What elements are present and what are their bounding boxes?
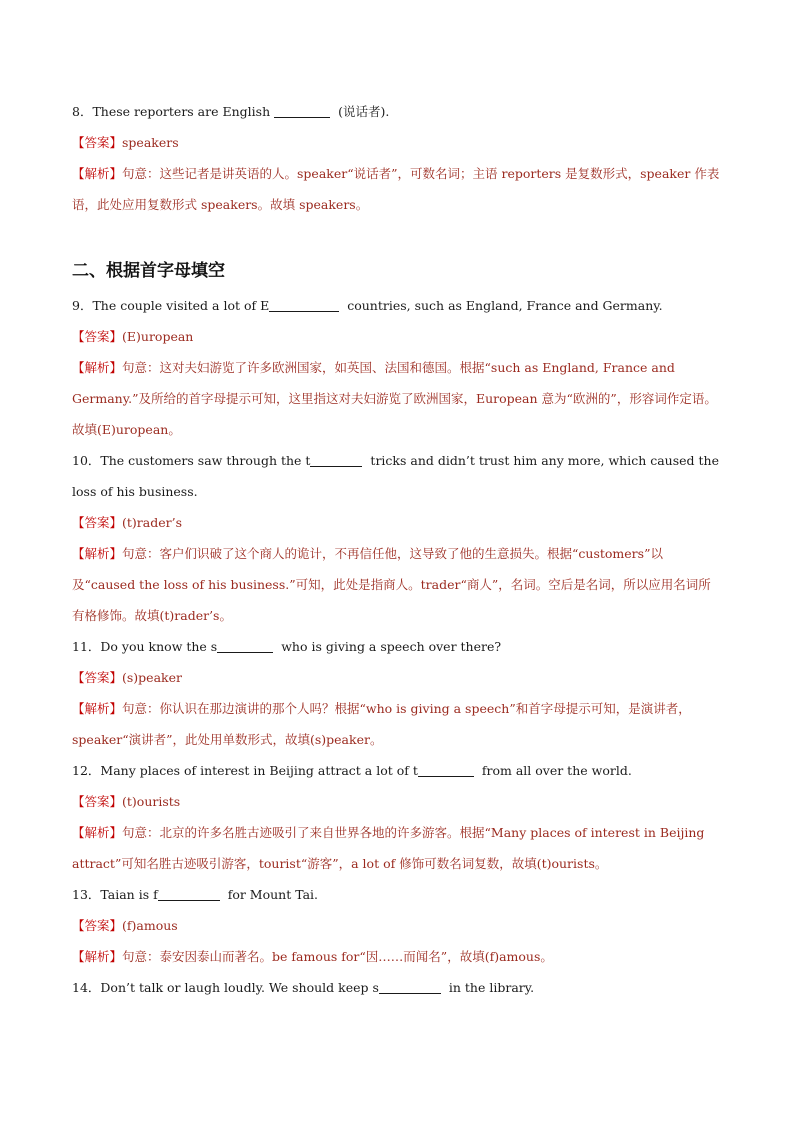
- section-heading: 二、根据首字母填空: [72, 261, 225, 281]
- question-text-before: These reporters are English: [92, 104, 275, 119]
- answer-blank: [310, 452, 362, 467]
- analysis-text: 句意：你认识在那边演讲的那个人吗？根据“who is giving a speech”和首字母提示可知，是演讲者，speaker“演讲者”，此处用单数形式，故填(s)peaker。: [72, 701, 691, 747]
- question-text-after: in the library.: [444, 980, 535, 995]
- analysis-11: [72, 693, 722, 755]
- question-number: 12．: [72, 763, 101, 778]
- question-text-after: (说话者).: [334, 104, 390, 119]
- analysis-text: 句意：客户们识破了这个商人的诡计，不再信任他，这导致了他的生意损失。根据“customers”以及“caused the loss of his business.”可知，此处是指商人。trader“商人”，名词。空后是名词，所以应用名词所有格修饰。故填(t)rader’s。: [72, 546, 711, 623]
- answer-value: (E)uropean: [122, 329, 194, 344]
- question-text-before: Don’t talk or laugh loudly. We should keep s: [100, 980, 379, 995]
- analysis-label: 【解析】: [72, 701, 123, 716]
- analysis-text: 句意：这对夫妇游览了许多欧洲国家，如英国、法国和德国。根据“such as England, France and Germany.”及所给的首字母提示可知，这里指这对夫妇游览了欧洲国家，European 意为“欧洲的”，形容词作定语。故填(E)uropean。: [72, 360, 717, 437]
- answer-label: 【答案】: [72, 515, 123, 530]
- question-text-after: who is giving a speech over there?: [277, 639, 502, 654]
- answer-label: 【答案】: [72, 918, 123, 933]
- answer-label: 【答案】: [72, 329, 123, 344]
- analysis-10: [72, 538, 722, 631]
- question-13: [72, 879, 722, 910]
- answer-value: (t)rader’s: [122, 515, 182, 530]
- analysis-label: 【解析】: [72, 825, 123, 840]
- question-number: 9．: [72, 298, 93, 313]
- answer-12: [72, 786, 722, 817]
- answer-blank: [269, 297, 339, 312]
- answer-label: 【答案】: [72, 670, 123, 685]
- answer-value: (t)ourists: [122, 794, 181, 809]
- analysis-9: [72, 352, 722, 445]
- answer-label: 【答案】: [72, 135, 123, 150]
- question-9: [72, 290, 722, 321]
- question-14: [72, 972, 722, 1003]
- answer-10: [72, 507, 722, 538]
- answer-blank: [217, 638, 273, 653]
- answer-label: 【答案】: [72, 794, 123, 809]
- question-11: [72, 631, 722, 662]
- analysis-8: [72, 158, 722, 220]
- answer-blank: [379, 979, 441, 994]
- answer-blank: [418, 762, 474, 777]
- answer-13: [72, 910, 722, 941]
- question-10: [72, 445, 722, 507]
- answer-value: speakers: [122, 135, 179, 150]
- document-page: [72, 96, 722, 1003]
- analysis-label: 【解析】: [72, 546, 123, 561]
- answer-value: (s)peaker: [122, 670, 182, 685]
- question-number: 10．: [72, 453, 101, 468]
- analysis-label: 【解析】: [72, 360, 123, 375]
- answer-blank: [158, 886, 220, 901]
- question-text-before: The customers saw through the t: [100, 453, 311, 468]
- question-number: 14．: [72, 980, 101, 995]
- question-number: 11．: [72, 639, 101, 654]
- question-text-after: tricks and didn’t trust him any more, which caused the loss of his business.: [72, 453, 719, 499]
- answer-blank: [274, 103, 330, 118]
- analysis-text: 句意：这些记者是讲英语的人。speaker“说话者”，可数名词；主语 reporters 是复数形式，speaker 作表语，此处应用复数形式 speakers。故填 speakers。: [72, 166, 720, 212]
- question-number: 8．: [72, 104, 93, 119]
- question-12: [72, 755, 722, 786]
- question-text-before: Taian is f: [100, 887, 158, 902]
- analysis-text: 句意：北京的许多名胜古迹吸引了来自世界各地的许多游客。根据“Many places of interest in Beijing attract”可知名胜古迹吸引游客，tourist“游客”，a lot of 修饰可数名词复数，故填(t)ourists。: [72, 825, 705, 871]
- answer-value: (f)amous: [122, 918, 178, 933]
- analysis-label: 【解析】: [72, 166, 123, 181]
- analysis-13: [72, 941, 722, 972]
- answer-11: [72, 662, 722, 693]
- analysis-12: [72, 817, 722, 879]
- question-text-before: Do you know the s: [100, 639, 218, 654]
- question-text-after: from all over the world.: [477, 763, 632, 778]
- question-text-before: Many places of interest in Beijing attract a lot of t: [100, 763, 418, 778]
- answer-8: [72, 127, 722, 158]
- question-text-after: countries, such as England, France and Germany.: [343, 298, 663, 313]
- answer-9: [72, 321, 722, 352]
- question-text-before: The couple visited a lot of E: [92, 298, 270, 313]
- analysis-text: 句意：泰安因泰山而著名。be famous for“因……而闻名”，故填(f)amous。: [122, 949, 553, 964]
- analysis-label: 【解析】: [72, 949, 123, 964]
- question-text-after: for Mount Tai.: [223, 887, 319, 902]
- question-8: [72, 96, 722, 127]
- question-number: 13．: [72, 887, 101, 902]
